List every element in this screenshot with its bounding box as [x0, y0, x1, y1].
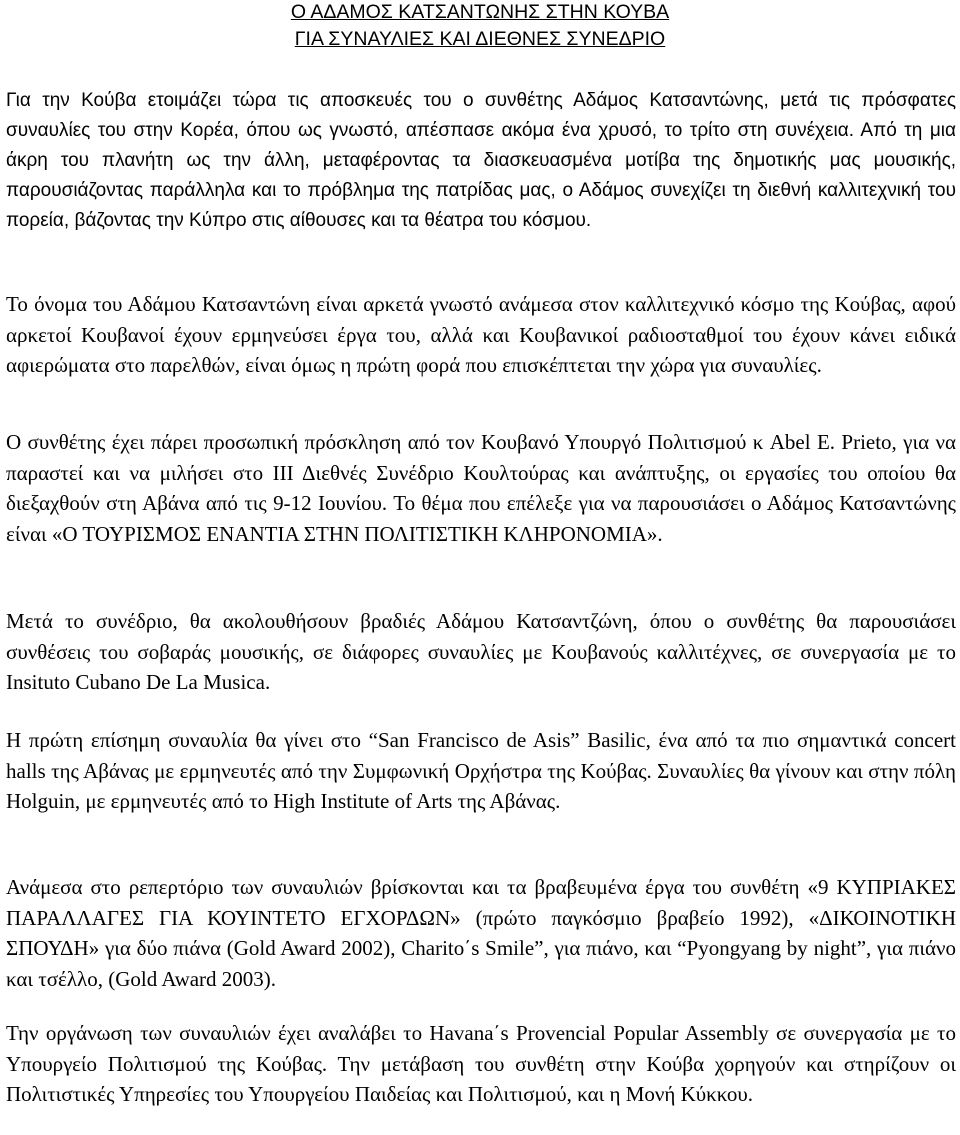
paragraph-organization: Την οργάνωση των συναυλιών έχει αναλάβει το Havana΄s Provencial Popular Assembly σε συνεργασία με το Υπουργείο Πολιτισμού της Κούβας. Την μετάβαση του συνθέτη στην Κούβα χορηγούν και στηρίζουν οι Πολιτιστικές Υπηρεσίες του Υπουργείου Παιδείας και Πολιτισμού, και η Μονή Κύκκου. — [6, 1021, 956, 1106]
paragraph-repertoire: Ανάμεσα στο ρεπερτόριο των συναυλιών βρίσκονται και τα βραβευμένα έργα του συνθέτη «9 ΚΥΠΡΙΑΚΕΣ ΠΑΡΑΛΛΑΓΕΣ ΓΙΑ ΚΟΥΙΝΤΕΤΟ ΕΓΧΟΡΔΩΝ» (πρώτο παγκόσμιο βραβείο 1992), «ΔΙΚΟΙΝΟΤΙΚΗ ΣΠΟΥΔΗ» για δύο πιάνα (Gold Award 2002), Charito΄s Smile”, για πιάνο, και “Pyongyang by night”, για πιάνο και τσέλλο, (Gold Award 2003). — [6, 875, 956, 991]
paragraph-congress-invitation: Ο συνθέτης έχει πάρει προσωπική πρόσκληση από τον Κουβανό Υπουργό Πολιτισμού κ Abel E. Prieto, για να παραστεί και να μιλήσει στο ΙΙΙ Διεθνές Συνέδριο Κουλτούρας και ανάπτυξης, οι εργασίες του οποίου θα διεξαχθούν στη Αβάνα από τις 9-12 Ιουνίου. Το θέμα που επέλεξε για να παρουσιάσει ο Αδάμος Κατσαντώνης είναι «Ο ΤΟΥΡΙΣΜΟΣ ΕΝΑΝΤΙΑ ΣΤΗΝ ΠΟΛΙΤΙΣΤΙΚΗ ΚΛΗΡΟΝΟΜΙΑ». — [6, 430, 956, 546]
paragraph-cuba-reputation: Το όνομα του Αδάμου Κατσαντώνη είναι αρκετά γνωστό ανάμεσα στον καλλιτεχνικό κόσμο της Κούβας, αφού αρκετοί Κουβανοί έχουν ερμηνεύσει έργα του, αλλά και Κουβανικοί ραδιοσταθμοί του έχουν κάνει ειδικά αφιερώματα στο παρελθών, είναι όμως η πρώτη φορά που επισκέπτεται την χώρα για συναυλίες. — [6, 292, 956, 377]
paragraph-after-congress: Μετά το συνέδριο, θα ακολουθήσουν βραδιές Αδάμου Κατσαντζώνη, όπου ο συνθέτης θα παρουσιάσει συνθέσεις του σοβαράς μουσικής, σε διάφορες συναυλίες με Κουβανούς καλλιτέχνες, σε συνεργασία με το Insituto Cubano De La Musica. — [6, 609, 956, 694]
paragraph-first-concert: Η πρώτη επίσημη συναυλία θα γίνει στο “San Francisco de Asis” Basilic, ένα από τα πιο σημαντικά concert halls της Αβάνας με ερμηνευτές από την Συμφωνική Ορχήστρα της Κούβας. Συναυλίες θα γίνουν και στην πόλη Holguin, με ερμηνευτές από το High Institute of Arts της Αβάνας. — [6, 728, 956, 813]
paragraph-intro: Για την Κούβα ετοιμάζει τώρα τις αποσκευές του ο συνθέτης Αδάμος Κατσαντώνης, μετά τις πρόσφατες συναυλίες του στην Κορέα, όπου ως γνωστό, απέσπασε ακόμα ένα χρυσό, το τρίτο στη συνέχεια. Από τη μια άκρη του πλανήτη ως την άλλη, μεταφέροντας τα διασκευασμένα μοτίβα της δημοτικής μας μουσικής, παρουσιάζοντας παράλληλα και το πρόβλημα της πατρίδας μας, ο Αδάμος συνεχίζει τη διεθνή καλλιτεχνική του πορεία, βάζοντας την Κύπρο στις αίθουσες και τα θέατρα του κόσμου. — [6, 90, 956, 231]
document-title-line-1: Ο ΑΔΑΜΟΣ ΚΑΤΣΑΝΤΩΝΗΣ ΣΤΗΝ ΚΟΥΒΑ — [290, 1, 670, 23]
document-title-line-2: ΓΙΑ ΣΥΝΑΥΛΙΕΣ ΚΑΙ ΔΙΕΘΝΕΣ ΣΥΝΕΔΡΙΟ — [294, 28, 666, 50]
